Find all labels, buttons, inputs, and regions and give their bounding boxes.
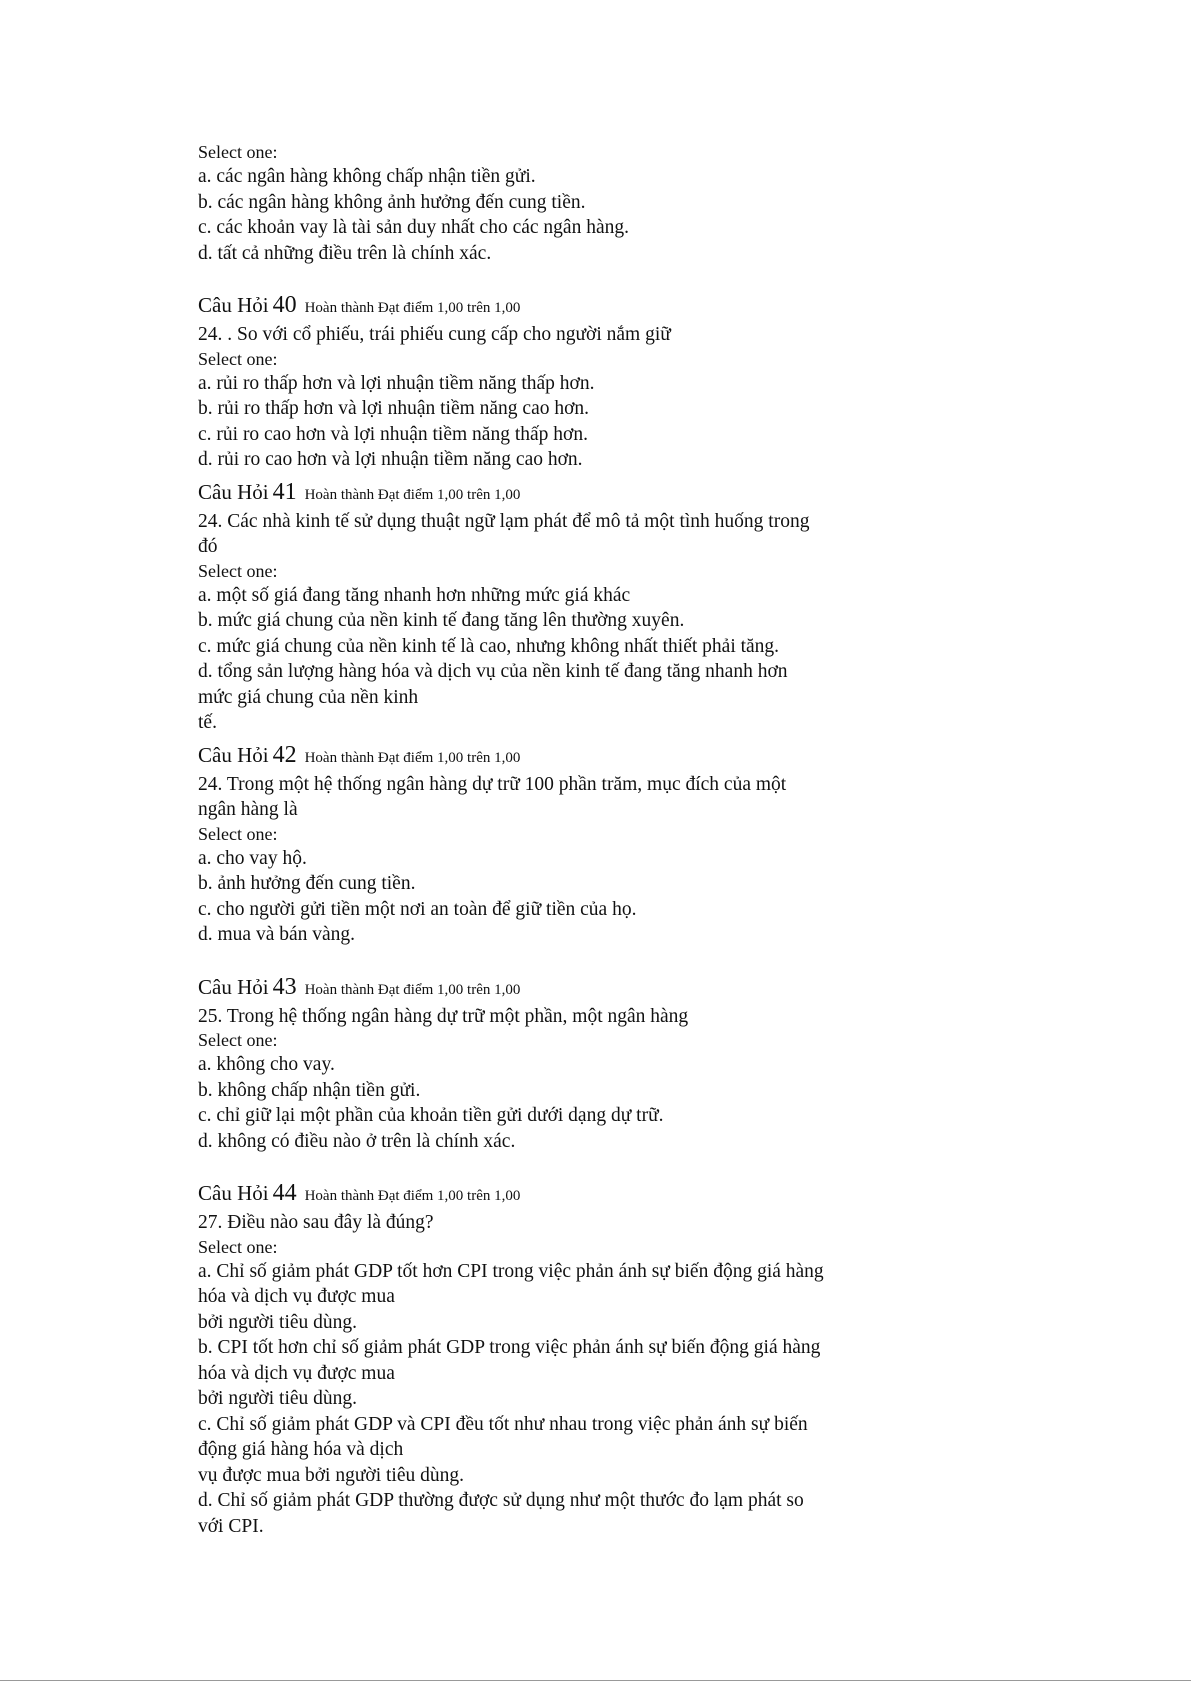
select-one-label: Select one: xyxy=(198,823,278,844)
option-line: mức giá chung của nền kinh xyxy=(198,686,419,708)
option-line: động giá hàng hóa và dịch xyxy=(198,1439,404,1460)
question-number: 42 xyxy=(272,741,297,768)
select-one-label: Select one: xyxy=(198,560,278,581)
question-status: Hoàn thành Đạt điểm 1,00 trên 1,00 xyxy=(304,486,521,503)
option-line: tế. xyxy=(198,712,217,733)
question-status: Hoàn thành Đạt điểm 1,00 trên 1,00 xyxy=(304,1188,521,1204)
option-line: a. không cho vay. xyxy=(198,1054,335,1075)
question-block-42 xyxy=(198,741,938,948)
option-line: d. rủi ro cao hơn và lợi nhuận tiềm năng cao hơn. xyxy=(198,449,583,470)
option-line: bởi người tiêu dùng. xyxy=(198,1388,358,1409)
question-block-44 xyxy=(198,1179,938,1539)
option-line: a. một số giá đang tăng nhanh hơn những mức giá khác xyxy=(198,584,631,606)
option-line: a. cho vay hộ. xyxy=(198,847,307,869)
document-page xyxy=(198,141,938,1539)
question-header xyxy=(198,478,938,509)
question-word: Câu Hỏi xyxy=(198,479,269,504)
question-header xyxy=(198,1179,938,1210)
prev-question-block xyxy=(198,141,938,266)
option-line: c. cho người gửi tiền một nơi an toàn để giữ tiền của họ. xyxy=(198,898,637,920)
option-line: b. các ngân hàng không ảnh hưởng đến cung tiền. xyxy=(198,191,586,213)
option-line: d. tổng sản lượng hàng hóa và dịch vụ của nền kinh tế đang tăng nhanh hơn xyxy=(198,661,788,682)
question-header xyxy=(198,741,938,772)
option-line: c. rủi ro cao hơn và lợi nhuận tiềm năng thấp hơn. xyxy=(198,423,588,445)
question-text: 24. Trong một hệ thống ngân hàng dự trữ 100 phần trăm, mục đích của một xyxy=(198,773,787,795)
question-text: 25. Trong hệ thống ngân hàng dự trữ một phần, một ngân hàng xyxy=(198,1005,689,1027)
page-bottom-rule xyxy=(0,1680,1191,1681)
question-header xyxy=(198,973,938,1004)
option-line: d. tất cả những điều trên là chính xác. xyxy=(198,242,492,264)
select-one-label: Select one: xyxy=(198,1236,278,1257)
question-word: Câu Hỏi xyxy=(198,293,269,317)
option-line: b. không chấp nhận tiền gửi. xyxy=(198,1079,421,1101)
option-line: với CPI. xyxy=(198,1515,264,1537)
question-word: Câu Hỏi xyxy=(198,974,269,999)
option-line: hóa và dịch vụ được mua xyxy=(198,1362,395,1384)
question-status: Hoàn thành Đạt điểm 1,00 trên 1,00 xyxy=(304,749,521,766)
question-header xyxy=(198,291,938,322)
select-one-label: Select one: xyxy=(198,1030,278,1050)
option-line: c. các khoản vay là tài sản duy nhất cho các ngân hàng. xyxy=(198,217,629,238)
question-block-40 xyxy=(198,291,938,473)
select-one-label: Select one: xyxy=(198,348,278,369)
question-text: 27. Điều nào sau đây là đúng? xyxy=(198,1212,434,1233)
option-line: d. không có điều nào ở trên là chính xác. xyxy=(198,1130,516,1152)
select-one-label: Select one: xyxy=(198,142,278,162)
option-line: d. mua và bán vàng. xyxy=(198,924,356,945)
option-line: b. rủi ro thấp hơn và lợi nhuận tiềm năng cao hơn. xyxy=(198,398,590,419)
option-line: a. rủi ro thấp hơn và lợi nhuận tiềm năng thấp hơn. xyxy=(198,372,595,394)
option-line: b. CPI tốt hơn chỉ số giảm phát GDP trong việc phản ánh sự biến động giá hàng xyxy=(198,1337,821,1358)
option-line: d. Chỉ số giảm phát GDP thường được sử dụng như một thước đo lạm phát so xyxy=(198,1490,804,1511)
question-word: Câu Hỏi xyxy=(198,1181,269,1205)
option-line: c. chỉ giữ lại một phần của khoản tiền gửi dưới dạng dự trữ. xyxy=(198,1105,664,1126)
question-number: 40 xyxy=(272,292,297,318)
question-number: 43 xyxy=(272,973,297,1000)
question-text: 24. Các nhà kinh tế sử dụng thuật ngữ lạm phát để mô tả một tình huống trong xyxy=(198,510,810,532)
option-line: hóa và dịch vụ được mua xyxy=(198,1286,395,1307)
option-line: b. ảnh hưởng đến cung tiền. xyxy=(198,873,416,894)
question-text: đó xyxy=(198,536,218,557)
question-block-41 xyxy=(198,478,938,736)
option-line: vụ được mua bởi người tiêu dùng. xyxy=(198,1464,465,1486)
option-line: b. mức giá chung của nền kinh tế đang tăng lên thường xuyên. xyxy=(198,610,685,631)
question-number: 41 xyxy=(272,478,297,505)
option-line: a. các ngân hàng không chấp nhận tiền gửi. xyxy=(198,166,536,187)
option-line: c. mức giá chung của nền kinh tế là cao, nhưng không nhất thiết phải tăng. xyxy=(198,635,780,657)
question-status: Hoàn thành Đạt điểm 1,00 trên 1,00 xyxy=(304,300,521,316)
option-line: c. Chỉ số giảm phát GDP và CPI đều tốt như nhau trong việc phản ánh sự biến xyxy=(198,1413,808,1435)
question-text: ngân hàng là xyxy=(198,799,298,820)
question-status: Hoàn thành Đạt điểm 1,00 trên 1,00 xyxy=(304,981,521,998)
question-word: Câu Hỏi xyxy=(198,742,269,767)
option-line: a. Chỉ số giảm phát GDP tốt hơn CPI trong việc phản ánh sự biến động giá hàng xyxy=(198,1260,824,1282)
option-line: bởi người tiêu dùng. xyxy=(198,1311,358,1333)
question-text: 24. . So với cổ phiếu, trái phiếu cung cấp cho người nắm giữ xyxy=(198,324,671,345)
question-block-43 xyxy=(198,973,938,1155)
question-number: 44 xyxy=(272,1180,297,1206)
